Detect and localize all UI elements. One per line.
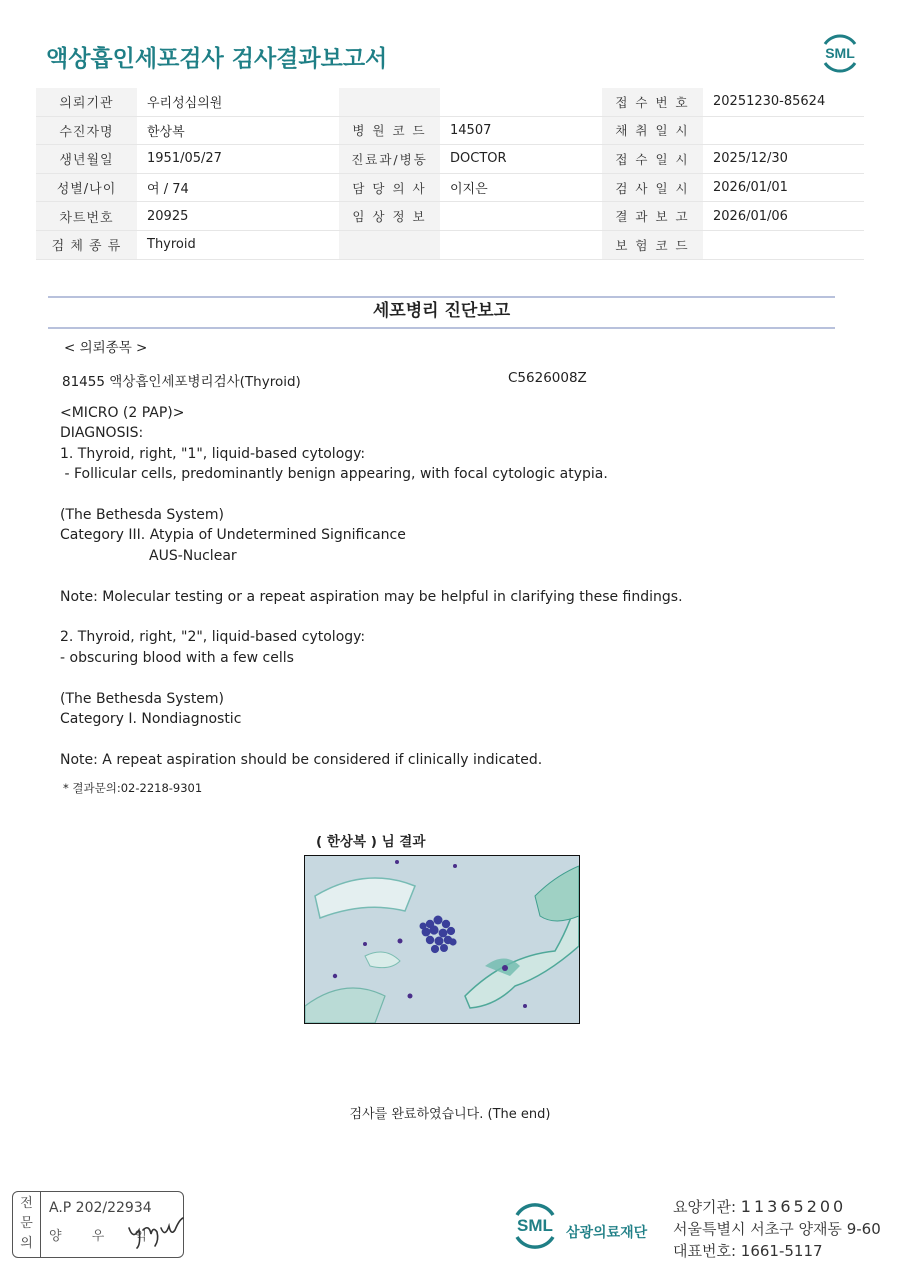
specialist-char: 문 xyxy=(20,1216,33,1231)
info-label: 병 원 코 드 xyxy=(339,116,440,145)
handwritten-signature xyxy=(123,1210,185,1250)
info-label: 의뢰기관 xyxy=(36,88,137,116)
order-code: C5626008Z xyxy=(508,370,587,386)
info-value: 20251230-85624 xyxy=(703,88,864,116)
info-label xyxy=(339,88,440,116)
info-value xyxy=(440,202,602,231)
report-rule-bottom xyxy=(48,327,835,329)
end-text: 검사를 완료하였습니다. (The end) xyxy=(349,1107,551,1122)
info-value: 2025/12/30 xyxy=(703,145,864,174)
info-label: 성별/나이 xyxy=(36,173,137,202)
info-label: 접 수 일 시 xyxy=(602,145,703,174)
logo-text: SML xyxy=(825,45,855,61)
phone-label: 대표번호: xyxy=(673,1242,741,1260)
info-value: Thyroid xyxy=(137,230,339,259)
info-label: 임 상 정 보 xyxy=(339,202,440,231)
foundation-name: 삼광의료재단 xyxy=(566,1225,648,1241)
info-value: 한상복 xyxy=(137,116,339,145)
info-value: DOCTOR xyxy=(440,145,602,174)
care-number: 11365200 xyxy=(740,1197,847,1216)
info-label: 접 수 번 호 xyxy=(602,88,703,116)
document-title: 액상흡인세포검사 검사결과보고서 xyxy=(46,46,388,72)
info-label: 담 당 의 사 xyxy=(339,173,440,202)
logo-arc-bottom xyxy=(825,63,855,71)
info-label: 차트번호 xyxy=(36,202,137,231)
pathologist-name: 양 우 익 xyxy=(49,1229,160,1244)
order-heading: < 의뢰종목 > xyxy=(64,340,148,356)
logo-arc-top xyxy=(825,36,855,44)
info-label: 결 과 보 고 xyxy=(602,202,703,231)
cytology-image xyxy=(304,855,580,1024)
address: 서울특별시 서초구 양재동 9-60 xyxy=(673,1220,881,1238)
info-row xyxy=(36,116,864,145)
patient-info-table xyxy=(36,88,864,260)
sml-logo xyxy=(817,30,863,76)
info-value: 14507 xyxy=(440,116,602,145)
info-value: 2026/01/01 xyxy=(703,173,864,202)
footer-info xyxy=(673,1196,881,1262)
info-value: 우리성심의원 xyxy=(137,88,339,116)
specialist-label xyxy=(13,1192,41,1257)
care-label: 요양기관: xyxy=(673,1198,741,1216)
info-label: 진료과/병동 xyxy=(339,145,440,174)
foundation-logo-text: SML xyxy=(517,1216,553,1235)
specialist-char: 전 xyxy=(20,1196,33,1211)
foundation-logo xyxy=(509,1199,561,1251)
info-value: 1951/05/27 xyxy=(137,145,339,174)
info-value xyxy=(703,230,864,259)
info-value: 여 / 74 xyxy=(137,173,339,202)
info-label: 생년월일 xyxy=(36,145,137,174)
info-row xyxy=(36,202,864,231)
phone-number: 1661-5117 xyxy=(740,1242,823,1260)
specialist-char: 의 xyxy=(20,1236,33,1251)
info-row xyxy=(36,230,864,259)
report-title: 세포병리 진단보고 xyxy=(372,301,511,321)
info-label: 검 사 일 시 xyxy=(602,173,703,202)
license-number: A.P 202/22934 xyxy=(49,1200,152,1216)
cytology-image-drawing xyxy=(305,856,579,1023)
foundation-logo-arc-top xyxy=(517,1205,553,1215)
image-caption: ( 한상복 ) 님 결과 xyxy=(316,834,426,850)
info-value xyxy=(440,230,602,259)
pathologist-signature-box xyxy=(12,1191,184,1258)
info-label: 검 체 종 류 xyxy=(36,230,137,259)
info-value xyxy=(440,88,602,116)
info-value xyxy=(703,116,864,145)
foundation-logo-arc-bottom xyxy=(517,1237,553,1247)
info-value: 2026/01/06 xyxy=(703,202,864,231)
order-item: 81455 액상흡인세포병리검사(Thyroid) xyxy=(62,374,301,390)
diagnosis-text: <MICRO (2 PAP)> DIAGNOSIS: 1. Thyroid, right, "1", liquid-based cytology: - Follicular cells, predominantly benign appearing, with focal cytologic atypia. (The Bethesda System) Category III. Atypia of Undetermined Significance AUS-Nuclear Note: Molecular testing or a repeat aspiration may be helpful in clarifying these findings. 2. Thyroid, right, "2", liquid-based cytology: - obscuring blood with a few cells (The Bethesda System) Category I. Nondiagnostic Note: A repeat aspiration should be considered if clinically indicated. xyxy=(60,405,683,768)
contact-note: * 결과문의:02-2218-9301 xyxy=(63,781,203,795)
info-row xyxy=(36,88,864,116)
info-label: 수진자명 xyxy=(36,116,137,145)
info-label: 채 취 일 시 xyxy=(602,116,703,145)
info-label: 보 험 코 드 xyxy=(602,230,703,259)
info-value: 20925 xyxy=(137,202,339,231)
info-label xyxy=(339,230,440,259)
info-value: 이지은 xyxy=(440,173,602,202)
info-row xyxy=(36,173,864,202)
info-row xyxy=(36,145,864,174)
